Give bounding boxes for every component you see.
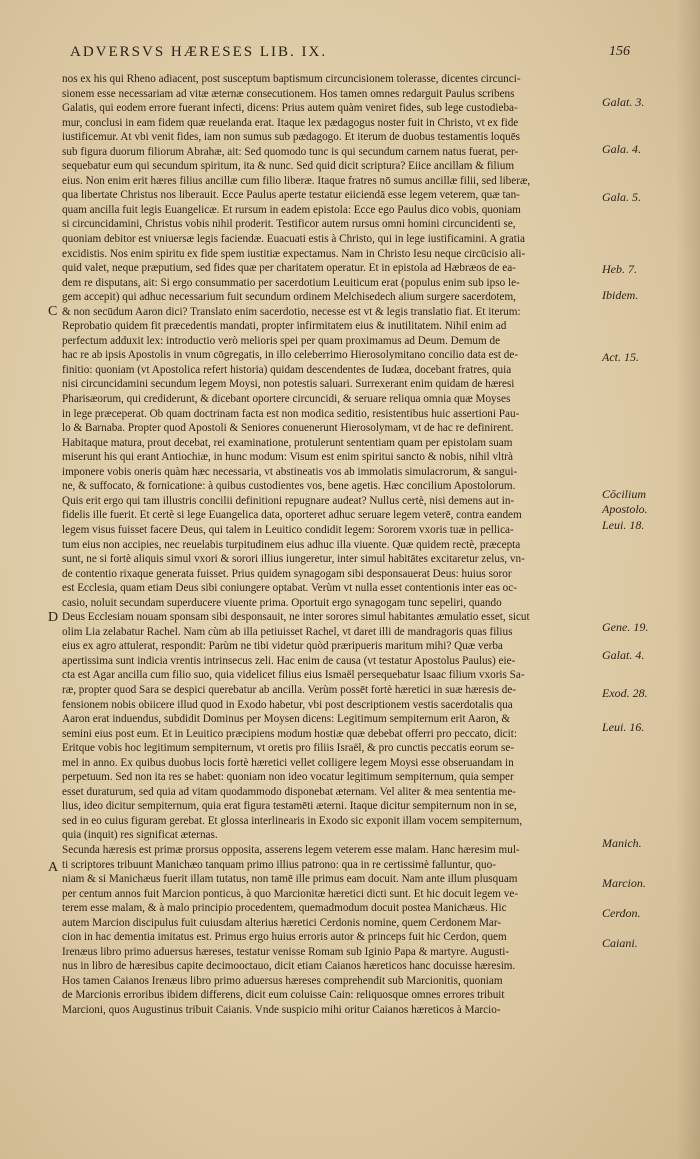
text-line: est Ecclesia, quam etiam Deus sibi coniungere optabat. Verùm vt nulla esset contentionis inter eas oc-: [62, 582, 517, 595]
text-line: ræ, propter quod Sara se despici querebatur ab ancilla. Verùm possēt fortè hæretici in suæ hæresis de-: [62, 683, 517, 696]
text-line: quoniam debitor est vniuersæ legis faciendæ. Euacuati estis à Christo, qui in lege iustificamini. A gratia: [62, 233, 525, 246]
section-letter: D: [48, 610, 59, 625]
text-line: apertissima sunt indicia vrentis intrinsecus zeli. Hac enim de causa (vt testatur Apostolus Paulus) eie-: [62, 654, 516, 667]
text-line: fidelis ille fuerit. Et certè si lege Euangelica data, oporteret adhuc seruare legem veterē, contra eandem: [62, 509, 522, 522]
text-line: quam ancilla fuit legis Euangelicæ. Et rursum in eadem epistola: Ecce ego Paulus dico vobis, quoniam: [62, 203, 521, 216]
text-line: nus in libro de hæresibus capite decimooctauo, dicit etiam Caianos hæreticos hanc docuisse hæresim.: [62, 960, 516, 973]
margin-note: Gene. 19.: [602, 620, 649, 634]
page-header: [70, 44, 630, 68]
text-line: perfectum adduxit lex: introductio verò melioris spei per quam proximamus ad Deum. Demum de: [62, 334, 501, 347]
text-line: Marcioni, quos Augustinus tribuit Caianis. Vnde suspicio mihi oritur Caianos hæreticos à Marcio-: [62, 1004, 501, 1016]
margin-note: Cerdon.: [602, 906, 641, 920]
text-line: de contentio rixaque generata fuisset. Prius quidem synagogam sibi desponsauerat Deus: huius soror: [62, 567, 512, 580]
text-line: hac re ab ipsis Apostolis in vnum cōgregatis, in illo celeberrimo Hierosolymitano concilio data est de-: [62, 349, 519, 362]
text-line: per centum annos fuit Marcion ponticus, à quo Marcionitæ hæretici dicti sunt. Et hic docuit legem ve-: [62, 887, 519, 900]
text-line: Hos tamen Caianos Irenæus libro primo aduersus hæreses comprehendit sub Marcionitis, quoniam: [62, 974, 503, 987]
margin-note: Galat. 4.: [602, 648, 645, 662]
margin-note: Apostolo.: [602, 502, 648, 516]
text-line: quia (inquit) res significat æternas.: [62, 829, 218, 842]
text-line: ne, & suffocato, & fornicatione: à quibus custodientes vos, bene agetis. Hæc concilium Apostolorum.: [62, 480, 516, 493]
section-letter: A: [48, 860, 59, 875]
text-line: Habitaque matura, prout decebat, rei examinatione, protulerunt sententiam quam per epistolam suam: [62, 436, 513, 449]
text-line: cion in hac dementia imitatus est. Primus ergo huius erroris autor & princeps fuit hic Cerdon, quem: [62, 931, 507, 944]
text-line: quid valet, neque præputium, sed fides quæ per charitatem operatur. Et in epistola ad Hæbræos de ea-: [62, 262, 516, 275]
text-line: finitio: quoniam (vt Apostolica refert historia) quidam descendentes de Iudæa, docebant fratres, quia: [62, 363, 512, 376]
text-line: Aaron erat induendus, subdidit Dominus per Moysen dicens: Legitimum sempiternum erit Aaron, &: [62, 713, 511, 726]
text-line: eius. Non enim erit hæres filius ancillæ cum filio liberæ. Itaque fratres nō sumus ancillæ filii, sed liberæ,: [62, 174, 531, 187]
text-line: Deus Ecclesiam nouam sponsam sibi desponsauit, ne inter sorores simul habitantes æmulatio esset, sicut: [62, 611, 530, 624]
text-line: imponere vobis oneris quàm hæc necessaria, vt abstineatis vos ab immolatis simulacrorum, & sangui-: [62, 465, 518, 478]
text-line: autem Marcion discipulus fuit cuiusdam alterius hæretici Cerdonis nomine, quem Cerdonem Mar-: [62, 916, 502, 929]
text-line: sionem esse necessariam ad vitæ æternæ consecutionem. Hos tamen omnes redarguit Paulus scribens: [62, 87, 515, 100]
margin-note: Heb. 7.: [602, 262, 637, 276]
margin-note: Gala. 4.: [602, 142, 641, 156]
margin-note: Act. 15.: [602, 350, 639, 364]
margin-note: Manich.: [602, 836, 642, 850]
text-line: casio, noluit secundam superducere viuente prima. Oportuit ergo synagogam tunc sepeliri, quando: [62, 596, 502, 609]
text-line: Pharisæorum, qui crediderunt, & dicebant oportere circuncidi, & seruare reliqua omnia quæ Moyses: [62, 393, 511, 406]
margin-note: Caiani.: [602, 936, 638, 950]
text-line: lo & Barnaba. Propter quod Apostoli & Seniores conuenerunt Hierosolymam, vt de hac re definirent.: [62, 422, 514, 435]
text-line: cta est Agar ancilla cum filio suo, quia videlicet filius eius Ismaël persequebatur Isaac filium vxoris Sa-: [62, 669, 525, 682]
page-number: 156: [609, 44, 630, 59]
text-line: sed in eo cuius figuram gerebat. Et glossa interlinearis in Exodo sic exponit illam vocem sempiternum,: [62, 814, 523, 827]
margin-note: Leui. 16.: [602, 720, 645, 734]
text-line: in lege præceperat. Ob quam doctrinam facta est non modica seditio, resistentibus huic assertioni Pau-: [62, 407, 520, 420]
text-line: miserunt his qui erant Antiochiæ, in hunc modum: Visum est enim spiritui sancto & nobis, nihil vltrà: [62, 451, 513, 464]
text-line: perpetuum. Sed non ita res se habet: quoniam non ideo vocatur legitimum sempiternum, quia semper: [62, 771, 514, 784]
text-line: sequebatur eum qui secundum spiritum, ita & nunc. Sed quid dicit scriptura? Eiice ancillam & filium: [62, 160, 515, 173]
margin-note: Cōcilium: [602, 487, 646, 501]
text-line: ti scriptores tribuunt Manichæo tanquam primo illius patrono: qua in re certissimè falluntur, quo-: [62, 858, 496, 871]
text-line: nisi circuncidamini secundum legem Moysi, non potestis saluari. Surrexerant enim quidam de hæresi: [62, 378, 515, 391]
text-line: dem re disputans, ait: Si ergo consummatio per sacerdotium Leuiticum erat (populus enim sub ipso le-: [62, 276, 520, 289]
text-line: si circuncidamini, Christus vobis nihil proderit. Testificor autem rursus omni homini circuncidenti se,: [62, 218, 516, 231]
text-line: de Marcionis erroribus ibidem differens, dicit eum coluisse Cain: reliquosque omnes errores tribuit: [62, 989, 505, 1002]
margin-note: Exod. 28.: [602, 686, 648, 700]
running-head: ADVERSVS HÆRESES LIB. IX.: [70, 44, 328, 60]
text-line: Secunda hæresis est primæ prorsus opposita, asserens legem veterem esse malam. Hanc hæresim mul-: [62, 843, 520, 856]
text-line: legem visus fuisset facere Deus, qui talem in Leuitico condidit legem: Sororem vxoris tuæ in pellica-: [62, 523, 514, 536]
text-line: Quis erit ergo qui tam illustris concilii definitioni repugnare audeat? Nullus certè, nisi demens aut in-: [62, 494, 515, 507]
margin-note: Leui. 18.: [602, 518, 645, 532]
section-letter: C: [48, 304, 58, 319]
text-line: nos ex his qui Rheno adiacent, post susceptum baptismum circuncisionem tolerasse, dicentes circunci-: [62, 73, 521, 85]
text-line: eius ex agro attulerat, respondit: Parùm ne tibi videtur quòd præripueris maritum mihi? Quæ verba: [62, 640, 503, 653]
text-line: qua libertate Christus nos liberauit. Ecce Paulus aperte testatur eiiciendā esse legem veterem, quæ tan-: [62, 189, 520, 202]
margin-note: Marcion.: [602, 876, 646, 890]
text-line: iustificemur. At vbi venit fides, iam non sumus sub pædagogo. Et iterum de duobus testamentis loquēs: [62, 131, 521, 144]
text-line: Reprobatio quidem fit præcedentis mandati, propter infirmitatem eius & inutilitatem. Nihil enim ad: [62, 320, 507, 333]
text-line: sunt, ne si fortè aliquis simul vxori & sorori illius iungeretur, inter simul habitātes excitaretur zelus, vn-: [62, 553, 525, 566]
text-line: & non secūdum Aaron dici? Translato enim sacerdotio, necesse est vt & legis translatio fiat. Et iterum:: [62, 305, 521, 318]
margin-note: Ibidem.: [602, 288, 639, 302]
text-line: excidistis. Nos enim spiritu ex fide spem iustitiæ expectamus. Nam in Christo Iesu neque circūcisio ali-: [62, 247, 526, 260]
page-edge-shadow: [676, 0, 700, 1159]
text-line: niam & si Manichæus fuerit illam tutatus, non tamē ille primus eam docuit. Nam ante illum plusquam: [62, 873, 518, 886]
text-line: mur, conclusi in eam fidem quæ reuelanda erat. Itaque lex pædagogus noster fuit in Christo, vt ex fide: [62, 116, 519, 129]
text-line: semini eius post eum. Et in Leuitico præcipiens modum hostiæ quæ debebat offerri pro peccato, dicit:: [62, 727, 517, 740]
text-line: olim Lia zelabatur Rachel. Nam cùm ab illa petiuisset Rachel, vt daret illi de mandragoris quas filius: [62, 625, 513, 638]
text-line: Galatis, qui eodem errore fuerant infecti, dicens: Prius autem quàm veniret fides, sub lege custodieba-: [62, 102, 518, 115]
margin-note: Galat. 3.: [602, 95, 645, 109]
text-line: sub figura duorum filiorum Abrahæ, ait: Sed quomodo tunc is qui secundum carnem natus fuerat, per-: [62, 145, 519, 158]
text-line: tum eius non accipies, nec reuelabis turpitudinem eius adhuc illa viuente. Quæ quidem rectè, præcepta: [62, 538, 521, 551]
text-line: lius, ideo dicitur sempiternum, quia erat figura testamēti æterni. Itaque dicitur sempiternum non in se,: [62, 800, 517, 813]
text-line: mel in anno. Ex quibus duobus locis fortè hæretici vellet colligere legem Moysi esse obseruandam in: [62, 756, 514, 769]
margin-note: Gala. 5.: [602, 190, 641, 204]
text-line: Eritque vobis hoc legitimum sempiternum, vt oretis pro filiis Israël, & pro cunctis peccatis eorum se-: [62, 742, 515, 755]
body-text: [62, 72, 596, 1018]
text-line: fensionem nobis obiicere illud quod in Exodo habetur, vbi post descriptionem vestis sacerdotalis qua: [62, 698, 513, 711]
text-line: gem accepit) qui adhuc necessarium fuit secundum ordinem Melchisedech alium surgere sacerdotem,: [62, 291, 516, 304]
text-line: terem esse malam, & à malo principio procedentem, quemadmodum docuit postea Manichæus. Hic: [62, 902, 507, 915]
text-line: Irenæus libro primo aduersus hæreses, testatur venisse Romam sub Iginio Papa & martyre. Augusti-: [62, 945, 510, 958]
text-line: esset duraturum, sed quia ad vitam quodammodo disponebat æternam. Vel aliter & mea sententia me-: [62, 785, 517, 798]
